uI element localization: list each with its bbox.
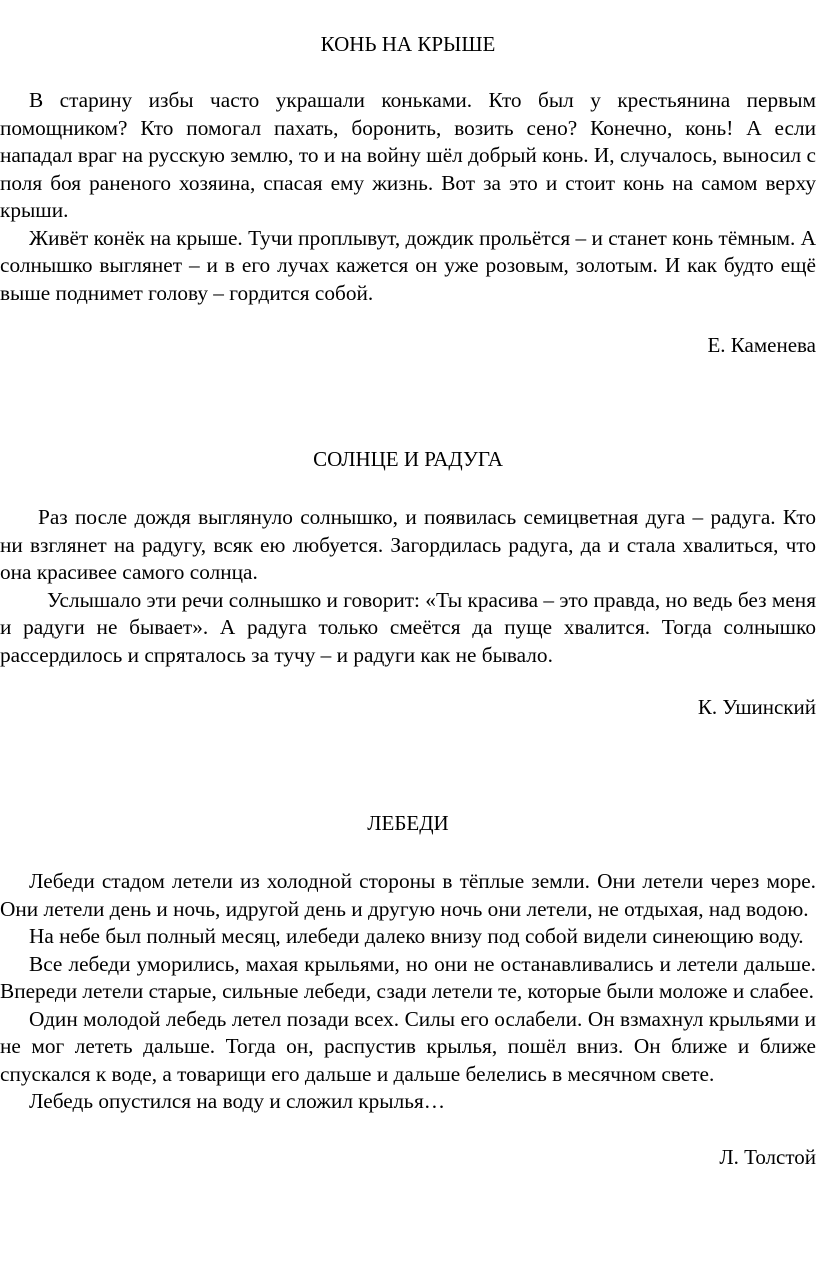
story-author: К. Ушинский bbox=[697, 695, 816, 719]
story-paragraph: В старину избы часто украшали коньками. Кто был у крестьянина первым помощником? Кто помогал пахать, боронить, возить сено? Конечно, конь! А если нападал враг на русскую землю, то и на войну шёл добрый конь. И, случалось, выносил с поля боя раненого хозяина, спасая ему жизнь. Вот за это и стоит конь на самом верху крыши. bbox=[0, 88, 816, 222]
story-paragraph: Услышало эти речи солнышко и говорит: «Ты красива – это правда, но ведь без меня и радуги не бывает». А радуга только смеётся да пуще хвалится. Тогда солнышко рассердилось и спряталось за тучу – и радуги как не бывало. bbox=[0, 587, 816, 667]
story-swans bbox=[0, 810, 816, 1170]
story-sun-and-rainbow bbox=[0, 446, 816, 720]
story-horse-on-roof bbox=[0, 31, 816, 358]
story-paragraph: Лебедь опустился на воду и сложил крылья… bbox=[29, 1089, 446, 1113]
story-title: СОЛНЦЕ И РАДУГА bbox=[313, 447, 503, 471]
story-paragraph: Лебеди стадом летели из холодной стороны в тёплые земли. Они летели через море. Они летели день и ночь, идругой день и другую ночь они летели, не отдыхая, над водою. bbox=[0, 869, 816, 921]
story-paragraph: Все лебеди уморились, махая крыльями, но они не останавливались и летели дальше. Впереди летели старые, сильные лебеди, сзади летели те, которые были моложе и слабее. bbox=[0, 951, 816, 1003]
story-title: ЛЕБЕДИ bbox=[367, 811, 449, 835]
story-author: Л. Толстой bbox=[719, 1144, 816, 1169]
story-paragraph: На небе был полный месяц, илебеди далеко внизу под собой видели синеющию воду. bbox=[29, 924, 804, 948]
story-paragraph: Один молодой лебедь летел позади всех. Силы его ослабели. Он взмахнул крыльями и не мог лететь дальше. Тогда он, распустив крылья, пошёл вниз. Он ближе и ближе спускался к воде, а товарищи его дальше и дальше белелись в месячном свете. bbox=[0, 1006, 816, 1086]
story-author: Е. Каменева bbox=[707, 333, 816, 357]
story-paragraph: Живёт конёк на крыше. Тучи проплывут, дождик прольётся – и станет конь тёмным. А солнышко выглянет – и в его лучах кажется он уже розовым, золотым. И как будто ещё выше поднимет голову – гордится собой. bbox=[0, 225, 816, 305]
story-title: КОНЬ НА КРЫШЕ bbox=[320, 32, 496, 56]
story-paragraph: Раз после дождя выглянуло солнышко, и появилась семицветная дуга – радуга. Кто ни взглянет на радугу, всяк ею любуется. Загордилась радуга, да и стала хвалиться, что она красивее самого солнца. bbox=[0, 505, 816, 584]
